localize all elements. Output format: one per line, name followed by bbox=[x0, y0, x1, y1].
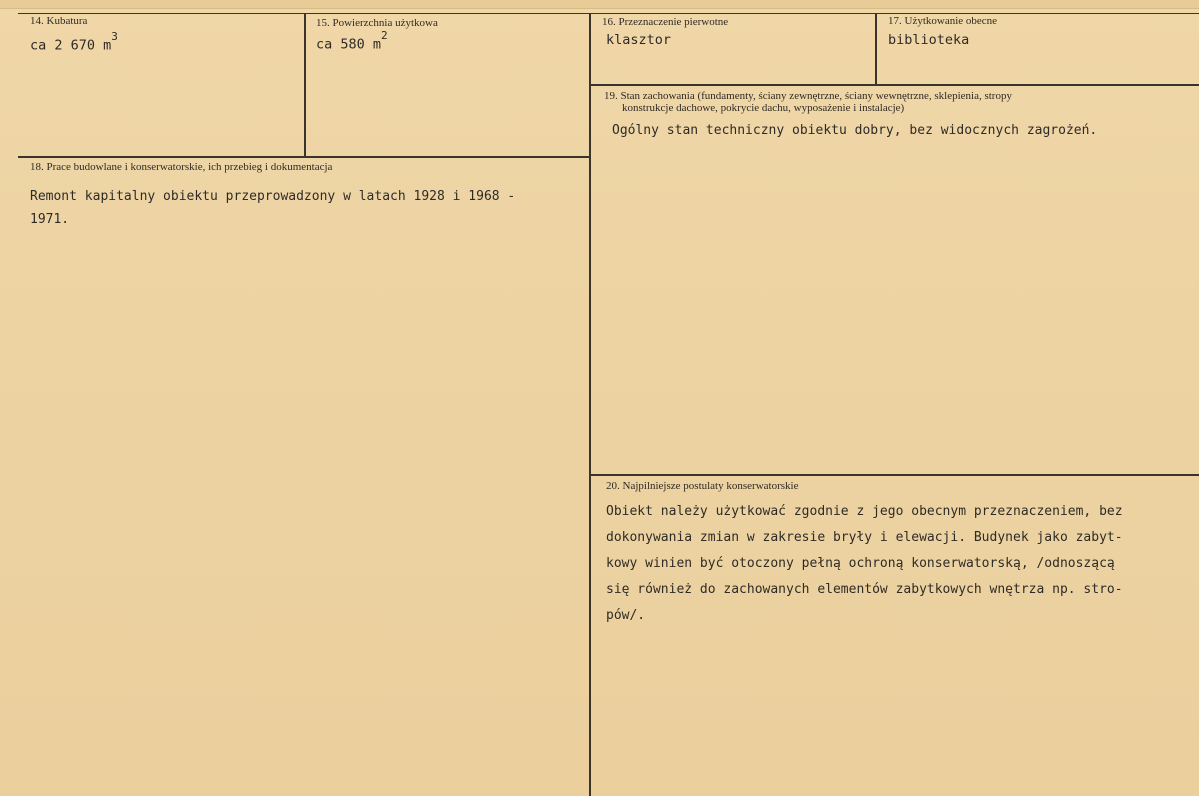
card-top-edge bbox=[0, 0, 1199, 9]
field-15-value-sup: 2 bbox=[381, 29, 388, 42]
field-19-text: Ogólny stan techniczny obiektu dobry, bez widocznych zagrożeń. bbox=[612, 123, 1098, 138]
field-16-value: klasztor bbox=[606, 32, 672, 48]
divider-h-left bbox=[18, 156, 590, 158]
field-20-label: 20. Najpilniejsze postulaty konserwatorskie bbox=[606, 480, 799, 492]
field-19-label bbox=[604, 90, 1012, 114]
field-14-label: 14. Kubatura bbox=[30, 15, 88, 27]
field-20-line: kowy winien być otoczony pełną ochroną konserwatorską, /odnoszącą bbox=[606, 556, 1115, 571]
field-15-value-text: ca 580 m bbox=[316, 36, 382, 53]
field-15-label: 15. Powierzchnia użytkowa bbox=[316, 17, 438, 29]
field-16-label: 16. Przeznaczenie pierwotne bbox=[602, 16, 729, 28]
field-20-line: się również do zachowanych elementów zabytkowych wnętrza np. stro- bbox=[606, 582, 1123, 597]
field-20-text bbox=[606, 499, 1123, 629]
field-20-line: Obiekt należy użytkować zgodnie z jego obecnym przeznaczeniem, bez bbox=[606, 504, 1123, 519]
field-19-label-line-2: konstrukcje dachowe, pokrycie dachu, wyposażenie i instalacje) bbox=[622, 102, 905, 114]
field-20-line: dokonywania zmian w zakresie bryły i elewacji. Budynek jako zabyt- bbox=[606, 530, 1123, 545]
field-18-text bbox=[30, 185, 515, 231]
field-17-label: 17. Użytkowanie obecne bbox=[888, 15, 998, 27]
field-18-line: 1971. bbox=[30, 212, 70, 227]
field-14-value bbox=[30, 30, 118, 54]
field-20-line: pów/. bbox=[606, 608, 646, 623]
divider-v2 bbox=[589, 13, 591, 796]
divider-v3 bbox=[875, 13, 877, 84]
field-14-value-text: ca 2 670 m bbox=[30, 37, 112, 54]
field-18-line: Remont kapitalny obiektu przeprowadzony w latach 1928 i 1968 - bbox=[30, 189, 516, 204]
divider-h-right-top bbox=[590, 84, 1199, 86]
field-18-label: 18. Prace budowlane i konserwatorskie, ich przebieg i dokumentacja bbox=[30, 161, 333, 173]
divider-h-right-mid bbox=[590, 474, 1199, 476]
divider-top bbox=[18, 13, 1199, 14]
field-17-value: biblioteka bbox=[888, 32, 970, 48]
divider-v1 bbox=[304, 13, 306, 156]
field-15-value bbox=[316, 29, 388, 53]
field-14-value-sup: 3 bbox=[111, 30, 118, 43]
field-19-label-line-1: 19. Stan zachowania (fundamenty, ściany zewnętrzne, ściany wewnętrzne, sklepienia, stropy bbox=[604, 90, 1012, 102]
